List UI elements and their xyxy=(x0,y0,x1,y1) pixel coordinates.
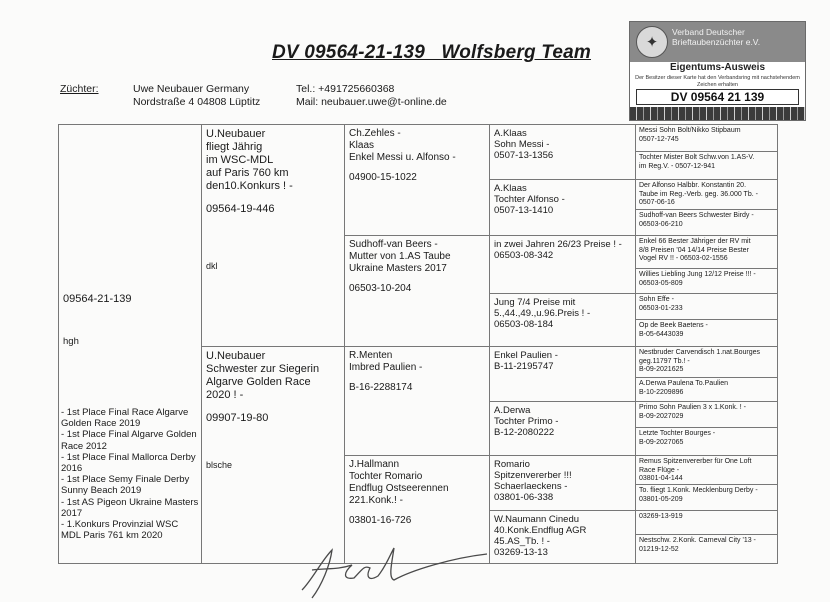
great-grandparent-text: Enkel Paulien - B-11-2195747 xyxy=(494,350,558,372)
gg-grandparent-card xyxy=(636,456,778,485)
grandparents-column xyxy=(344,125,490,563)
card-note: Der Besitzer dieser Karte hat den Verbandsring mit nachstehendem Zeichen erhalten xyxy=(635,75,800,88)
great-grandparents-column xyxy=(489,125,636,563)
gg-grandparent-card xyxy=(636,152,778,180)
gg-grandparent-text: Nestbruder Carvendisch 1.nat.Bourges geg.11797 Tb.! - B-09-2021625 xyxy=(639,349,761,373)
parent-ring: 09564-19-446 xyxy=(206,203,275,215)
card-pattern-strip xyxy=(630,107,805,120)
parent-color: blsche xyxy=(206,460,233,470)
page-title: DV 09564-21-139 Wolfsberg Team xyxy=(272,42,591,63)
grandparent-text: R.Menten Imbred Paulien - xyxy=(349,350,423,373)
gg-grandparent-card xyxy=(636,428,778,456)
breeder-name: Uwe Neubauer Germany xyxy=(133,83,250,95)
gg-grandparent-text: 03269-13-919 xyxy=(639,513,683,520)
great-grandparent-card xyxy=(490,511,636,563)
gg-grandparent-card xyxy=(636,236,778,269)
great-grandparent-card xyxy=(490,456,636,511)
gg-grandparent-card xyxy=(636,378,778,402)
dove-icon: ✦ xyxy=(636,26,668,58)
great-grandparent-text: A.Klaas Sohn Messi - 0507-13-1356 xyxy=(494,128,554,161)
gg-grandparent-card xyxy=(636,511,778,535)
card-heading: Eigentums-Ausweis xyxy=(669,62,766,73)
grandparent-ring: 04900-15-1022 xyxy=(349,172,417,183)
gg-grandparent-card xyxy=(636,320,778,347)
great-grandparent-card xyxy=(490,125,636,180)
great-grandparent-card xyxy=(490,347,636,402)
gg-grandparent-card xyxy=(636,402,778,428)
parent-ring: 09907-19-80 xyxy=(206,412,269,424)
subject-achievements: - 1st Place Final Race Algarve Golden Race 2019 - 1st Place Final Algarve Golden Race 2012 - 1st Place Final Mallorca Derby 2016 - 1st Place Semy Finale Derby Sunny Beach 2019 - 1st AS Pigeon Ukraine Masters 2017 - 1.Konkurs Provinzial WSC MDL Paris 761 km 2020 xyxy=(61,407,199,542)
gg-grandparent-card xyxy=(636,125,778,152)
gg-grandparent-card xyxy=(636,269,778,294)
subject-ring: 09564-21-139 xyxy=(63,293,132,305)
subject-color: hgh xyxy=(63,336,79,347)
gg-grandparent-text: Nestschw. 2.Konk. Carneval City '13 - 01219-12-52 xyxy=(639,537,756,553)
gg-grandparent-text: Sohn Effe - 06503-01-233 xyxy=(639,296,683,312)
gg-grandparent-text: To. fliegt 1.Konk. Mecklenburg Derby - 03801-05-209 xyxy=(639,487,758,503)
gg-grandparent-text: Op de Beek Baetens - B-05-6443039 xyxy=(639,322,708,338)
grandparent-text: J.Hallmann Tochter Romario Endflug Ostseerennen 221.Konk.! - xyxy=(349,459,449,506)
great-grandparent-text: A.Klaas Tochter Alfonso - 0507-13-1410 xyxy=(494,183,565,216)
great-grandparent-card xyxy=(490,236,636,294)
great-grandparent-card xyxy=(490,402,636,456)
gg-grandparents-column xyxy=(635,125,778,563)
gg-grandparent-card xyxy=(636,294,778,320)
parent-text: U.Neubauer Schwester zur Siegerin Algarve Golden Race 2020 ! - xyxy=(206,350,320,401)
gg-grandparent-text: Letzte Tochter Bourges - B-09-2027065 xyxy=(639,430,716,446)
gg-grandparent-card xyxy=(636,347,778,378)
great-grandparent-card xyxy=(490,294,636,347)
subject-column xyxy=(59,125,201,563)
gg-grandparent-text: Remus Spitzenvererber für One Loft Race Flüge - 03801-04-144 xyxy=(639,458,752,482)
grandparent-ring: 03801-16-726 xyxy=(349,515,412,526)
gg-grandparent-text: A.Derwa Paulena To.Paulien B-10-2209896 xyxy=(639,380,728,396)
ownership-card xyxy=(629,21,806,121)
great-grandparent-card xyxy=(490,180,636,236)
gg-grandparent-card xyxy=(636,535,778,563)
gg-grandparent-text: Sudhoff-van Beers Schwester Birdy - 06503-06-210 xyxy=(639,212,754,228)
gg-grandparent-text: Willies Liebling Jung 12/12 Preise !!! - 06503-05-809 xyxy=(639,271,756,287)
handwritten-signature xyxy=(282,540,492,600)
parent-text: U.Neubauer fliegt Jährig im WSC-MDL auf Paris 760 km den10.Konkurs ! - xyxy=(206,128,293,192)
breeder-mail: Mail: neubauer.uwe@t-online.de xyxy=(296,96,447,108)
breeder-phone: Tel.: +491725660368 xyxy=(296,83,395,95)
grandparent-text: Ch.Zehles - Klaas Enkel Messi u. Alfonso - xyxy=(349,128,456,163)
card-org: Verband Deutscher Brieftaubenzüchter e.V. xyxy=(672,27,761,47)
parents-column xyxy=(201,125,345,563)
great-grandparent-text: Romario Spitzenvererber !!! Schaerlaeckens - 03801-06-338 xyxy=(494,459,572,503)
gg-grandparent-card xyxy=(636,210,778,236)
great-grandparent-text: Jung 7/4 Preise mit 5.,44.,49.,u.96.Preis ! - 06503-08-184 xyxy=(494,297,591,330)
grandparent-card xyxy=(345,347,490,456)
grandparent-card xyxy=(345,125,490,236)
parent-color: dkl xyxy=(206,261,218,271)
gg-grandparent-card xyxy=(636,485,778,511)
card-ring-number: DV 09564 21 139 xyxy=(636,89,799,105)
gg-grandparent-text: Messi Sohn Bolt/Nikko Stipbaum 0507-12-745 xyxy=(639,127,741,143)
grandparent-card xyxy=(345,236,490,347)
gg-grandparent-text: Der Alfonso Halbbr. Konstantin 20. Taube im Reg.-Verb. geg. 36.000 Tb. - 0507-06-16 xyxy=(639,182,758,206)
great-grandparent-text: W.Naumann Cinedu 40.Konk.Endflug AGR 45.AS_Tb. ! - 03269-13-13 xyxy=(494,514,587,558)
parent-card xyxy=(202,347,345,563)
grandparent-ring: 06503-10-204 xyxy=(349,283,412,294)
breeder-address: Nordstraße 4 04808 Lüptitz xyxy=(133,96,261,108)
grandparent-text: Sudhoff-van Beers - Mutter von 1.AS Taube Ukraine Masters 2017 xyxy=(349,239,451,274)
great-grandparent-text: in zwei Jahren 26/23 Preise ! - 06503-08-342 xyxy=(494,239,622,261)
breeder-info xyxy=(133,83,260,109)
pedigree-table xyxy=(58,124,778,564)
gg-grandparent-text: Primo Sohn Paulien 3 x 1.Konk. ! - B-09-2027029 xyxy=(639,404,746,420)
gg-grandparent-card xyxy=(636,180,778,210)
breeder-contact xyxy=(296,83,447,109)
gg-grandparent-text: Enkel 66 Bester Jähriger der RV mit 8/8 Preisen '04 14/14 Preise Bester Vogel RV !! - 06503-02-1556 xyxy=(639,238,751,262)
parent-card xyxy=(202,125,345,347)
gg-grandparent-text: Tochter Mister Bolt Schw.von 1.AS-V. im Reg.V. - 0507-12-941 xyxy=(639,154,755,170)
great-grandparent-text: A.Derwa Tochter Primo - B-12-2080222 xyxy=(494,405,559,438)
grandparent-ring: B-16-2288174 xyxy=(349,382,413,393)
